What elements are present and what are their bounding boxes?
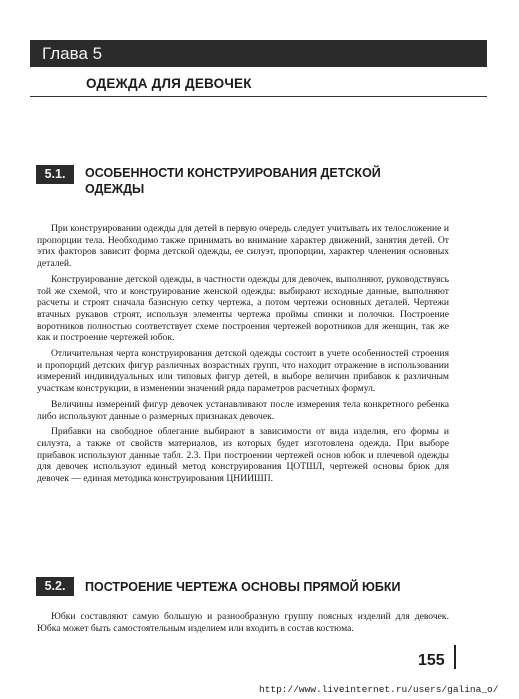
paragraph: Юбки составляют самую большую и разнообразную группу поясных изделий для девочек. Юбка может быть самостоятельным изделием или входить в состав костюма.: [37, 611, 449, 634]
page-number-bar: [454, 645, 456, 669]
section-5-1-body: [37, 223, 449, 489]
header-divider: [30, 96, 487, 97]
section-title: ПОСТРОЕНИЕ ЧЕРТЕЖА ОСНОВЫ ПРЯМОЙ ЮБКИ: [85, 580, 401, 594]
paragraph: При конструировании одежды для детей в первую очередь следует учитывать их телосложение и пропорции тела. Необходимо также принимать во внимание характер движений, занятия детей. От этих факторов зависит форма детской одежды, ее силуэт, пропорции, характер членения основных деталей.: [37, 223, 449, 270]
paragraph: Прибавки на свободное облегание выбирают в зависимости от вида изделия, его формы и силуэта, а также от свойств материалов, из которых будет изготовлена одежда. При выборе прибавок используют данные табл. 2.3. При построении чертежей основ юбок и плечевой одежды для девочек используют единый метод конструирования ЦОТШЛ, чертежей основы брюк для девочек — единая методика конструирования ЦНИИШП.: [37, 426, 449, 485]
paragraph: Величины измерений фигур девочек устанавливают после измерения тела конкретного ребенка либо используют данные о размерных признаках девочек.: [37, 398, 449, 422]
section-number: 5.1.: [36, 165, 74, 184]
chapter-title: ОДЕЖДА ДЛЯ ДЕВОЧЕК: [86, 76, 252, 91]
section-5-2-body: [37, 611, 449, 638]
source-url: http://www.liveinternet.ru/users/galina_o/: [259, 684, 499, 695]
page-number: 155: [418, 652, 445, 669]
section-title: ОСОБЕННОСТИ КОНСТРУИРОВАНИЯ ДЕТСКОЙ ОДЕЖДЫ: [85, 166, 381, 196]
chapter-label: Глава 5: [42, 44, 103, 63]
paragraph: Отличительная черта конструирования детской одежды состоит в учете особенностей строения и пропорций детских фигур различных возрастных групп, что находит отражение в использовании измерений индивидуальных или типовых фигур детей, в выборе величин прибавок к различным участкам конструкции, в изменении значений ряда параметров расчетных формул.: [37, 348, 449, 395]
section-number: 5.2.: [36, 577, 74, 596]
paragraph: Конструирование детской одежды, в частности одежды для девочек, выполняют, руководствуясь той же схемой, что и конструирование женской одежды: выбирают исходные данные, выполняют расчеты и строят сначала базисную сетку чертежа, а потом чертежи основных деталей. Чертежи втачных рукавов строят, используя элементы чертежа проймы спинки и полочки. Построение воротников полностью соответствует схеме построения чертежей воротников для женщин, так же как и построение чертежей юбок.: [37, 273, 449, 344]
chapter-header-bar: [30, 40, 487, 67]
